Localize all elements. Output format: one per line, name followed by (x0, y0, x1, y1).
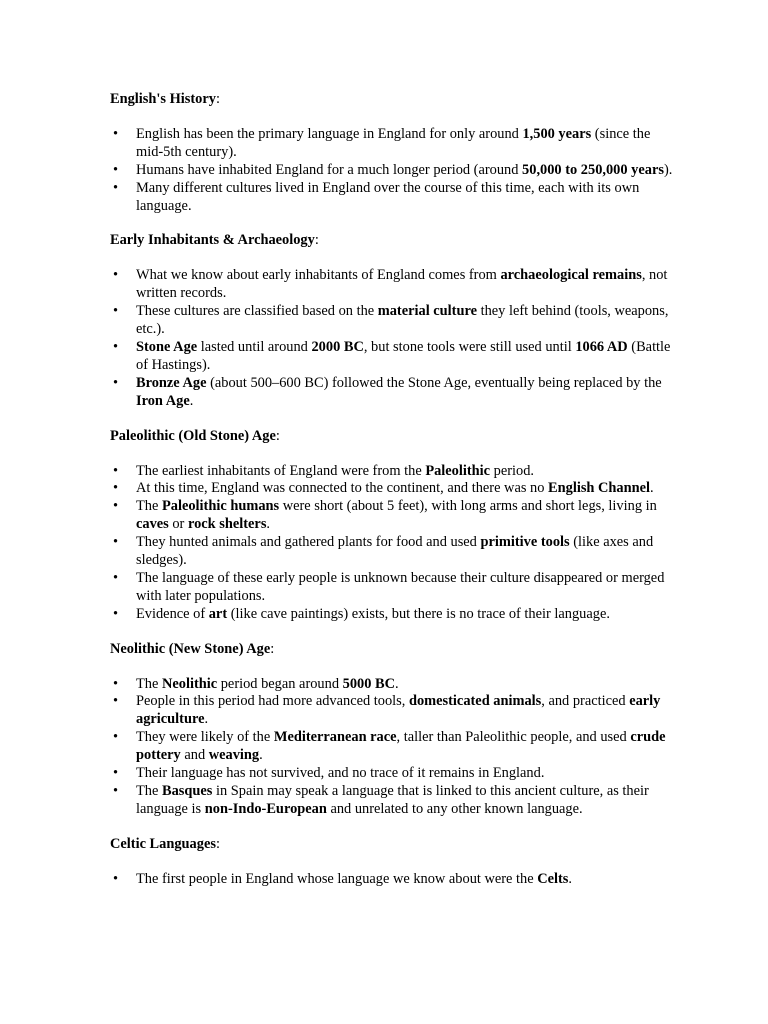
list-item (110, 180, 676, 216)
bold-text: archaeological remains (500, 267, 642, 284)
text-run: or (168, 516, 188, 533)
list-item (110, 783, 676, 819)
text-run: What we know about early inhabitants of England comes from (136, 267, 501, 284)
list-item (110, 267, 676, 303)
list-item (110, 339, 676, 375)
text-run: in Spain may speak a language that is linked to this ancient culture, as their language is (136, 783, 649, 817)
bold-text: non-Indo-European (204, 800, 327, 817)
bold-text: Iron Age (136, 392, 190, 409)
text-run: English has been the primary language in England for only around (136, 125, 523, 142)
bold-text: 1066 AD (575, 338, 628, 355)
bold-text: Neolithic (161, 675, 218, 692)
list-item (110, 498, 676, 534)
text-run: These cultures are classified based on the (136, 303, 378, 320)
text-run: Evidence of (136, 605, 209, 622)
list-item (110, 303, 676, 339)
section-heading: Paleolithic (Old Stone) Age: (110, 427, 280, 444)
list-item (110, 126, 676, 162)
text-run: At this time, England was connected to the continent, and there was no (136, 480, 549, 497)
text-run: The (136, 783, 162, 799)
bold-text: Mediterranean race (273, 729, 397, 746)
text-run: Their language has not survived, and no trace of it remains in England. (136, 765, 545, 782)
section-heading: English's History: (110, 91, 220, 107)
bold-text: caves (136, 516, 169, 533)
list-item (110, 162, 676, 180)
bold-text: crude pottery (136, 729, 666, 764)
text-run: and (180, 747, 209, 764)
bold-text: 50,000 to 250,000 years (522, 161, 664, 178)
bold-text: 5000 BC (342, 675, 395, 692)
bold-text: early agriculture (136, 693, 661, 728)
text-run: Humans have inhabited England for a much longer period (around (136, 161, 523, 178)
list-item (110, 606, 676, 624)
list-item (110, 375, 676, 411)
text-run: The first people in England whose language we know about were the (136, 870, 538, 887)
list-item (110, 765, 676, 783)
section-heading: Celtic Languages: (110, 835, 220, 852)
text-run: ). (663, 161, 673, 178)
text-run: . (204, 711, 209, 728)
bold-text: Paleolithic humans (161, 498, 280, 515)
text-run: . (650, 480, 654, 497)
bold-text: art (208, 605, 228, 622)
list-item (110, 729, 676, 765)
text-run: lasted until around (197, 338, 312, 355)
bullet-list (110, 267, 676, 410)
text-run: The earliest inhabitants of England were from the (136, 462, 426, 479)
section-celtic-languages (110, 836, 676, 889)
bold-text: primitive tools (480, 534, 570, 551)
list-item (110, 676, 676, 694)
text-run: period. (490, 462, 535, 479)
document-body (110, 91, 676, 889)
text-run: (like cave paintings) exists, but there is no trace of their language. (227, 605, 610, 622)
section-early-inhabitants-archaeology (110, 232, 676, 410)
list-item (110, 480, 676, 498)
list-item (110, 534, 676, 570)
text-run: , and practiced (541, 693, 630, 710)
list-item (110, 463, 676, 481)
section-heading-text: Celtic Languages (110, 835, 216, 852)
list-item (110, 570, 676, 606)
bullet-list (110, 463, 676, 624)
text-run: The (136, 498, 162, 515)
section-heading-text: Neolithic (New Stone) Age (110, 640, 271, 657)
text-run: Many different cultures lived in England over the course of this time, each with its own language. (136, 179, 640, 214)
text-run: . (266, 516, 271, 533)
text-run: The language of these early people is unknown because their culture disappeared or merged with later populations. (136, 569, 665, 604)
bold-text: Paleolithic (425, 462, 491, 479)
bold-text: material culture (377, 303, 477, 320)
section-heading: Neolithic (New Stone) Age: (110, 640, 275, 657)
section-paleolithic-old-stone-age (110, 428, 676, 624)
bold-text: 2000 BC (311, 338, 364, 355)
text-run: , taller than Paleolithic people, and used (396, 729, 631, 746)
bold-text: weaving (208, 747, 260, 764)
bold-text: domesticated animals (408, 693, 542, 710)
section-heading-text: English's History (110, 91, 216, 107)
text-run: (since the mid-5th century). (136, 125, 651, 160)
text-run: , but stone tools were still used until (363, 338, 576, 355)
text-run: . (259, 747, 263, 764)
section-heading-text: Paleolithic (Old Stone) Age (110, 427, 276, 444)
text-run: period began around (217, 675, 343, 692)
text-run: . (568, 870, 572, 887)
text-run: were short (about 5 feet), with long arms and short legs, living in (279, 498, 657, 515)
text-run: (Battle of Hastings). (136, 338, 671, 373)
bold-text: Stone Age (136, 338, 198, 355)
bullet-list (110, 676, 676, 819)
bold-text: Basques (161, 783, 213, 799)
bold-text: Celts (537, 870, 569, 887)
section-neolithic-new-stone-age (110, 641, 676, 819)
text-run: They hunted animals and gathered plants for food and used (136, 534, 481, 551)
bold-text: rock shelters (187, 516, 267, 533)
text-run: . (395, 675, 399, 692)
section-english-s-history (110, 91, 676, 215)
text-run: They were likely of the (136, 729, 274, 746)
bullet-list (110, 871, 676, 889)
text-run: The (136, 675, 162, 692)
bold-text: Bronze Age (136, 374, 207, 391)
bullet-list (110, 126, 676, 216)
text-run: (about 500–600 BC) followed the Stone Age, eventually being replaced by the (206, 374, 662, 391)
text-run: (like axes and sledges). (136, 534, 654, 569)
list-item (110, 871, 676, 889)
text-run: they left behind (tools, weapons, etc.). (136, 303, 669, 338)
bold-text: 1,500 years (522, 125, 592, 142)
text-run: . (189, 392, 194, 409)
text-run: People in this period had more advanced tools, (136, 693, 409, 710)
section-heading-text: Early Inhabitants & Archaeology (110, 232, 315, 249)
text-run: and unrelated to any other known language. (326, 800, 583, 817)
section-heading: Early Inhabitants & Archaeology: (110, 232, 319, 249)
list-item (110, 693, 676, 729)
text-run: , not written records. (136, 267, 668, 302)
bold-text: English Channel (548, 480, 651, 497)
